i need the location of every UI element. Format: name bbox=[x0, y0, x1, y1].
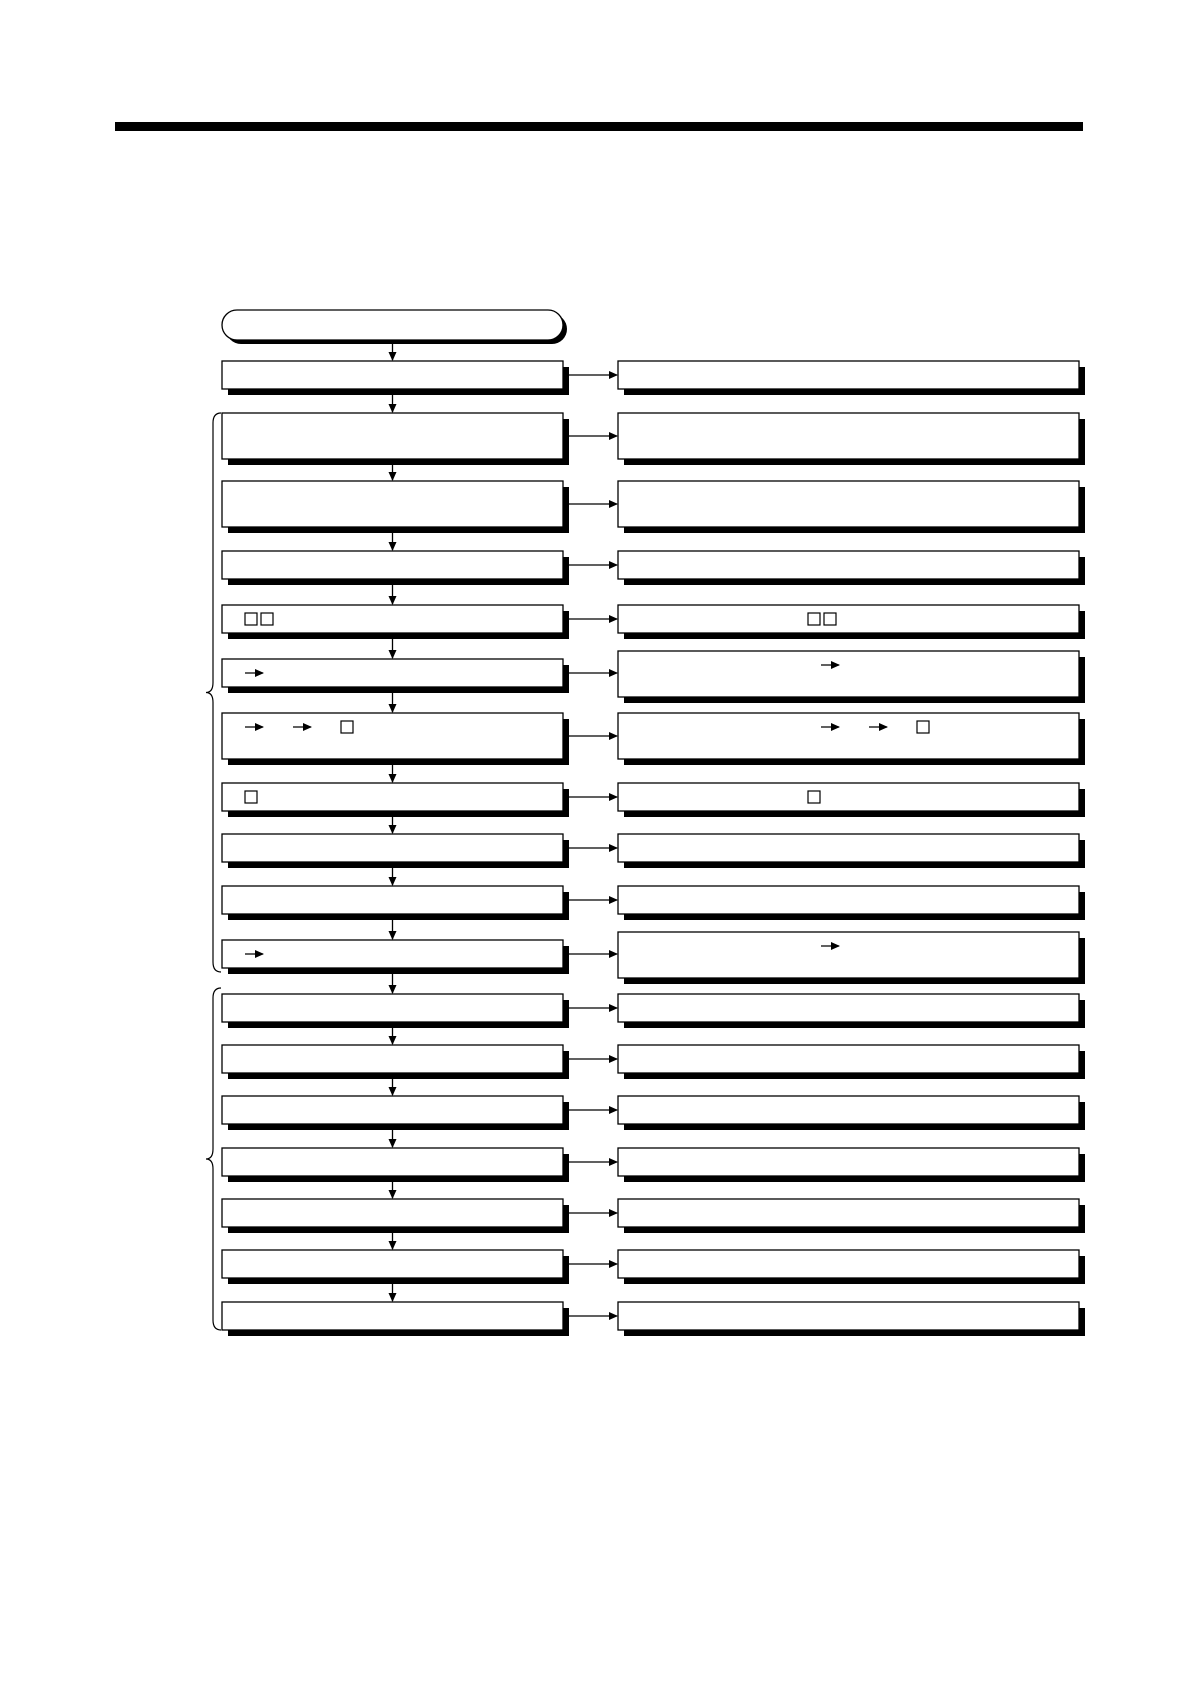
step-16-box bbox=[222, 1199, 563, 1227]
step-13-description-box bbox=[618, 1045, 1079, 1073]
step-11-box bbox=[222, 940, 563, 968]
step-5-placeholder-box-0 bbox=[245, 613, 257, 625]
step-5-description-box bbox=[618, 605, 1079, 633]
step-18-description-box bbox=[618, 1302, 1079, 1330]
step-8-description-box bbox=[618, 783, 1079, 811]
group-2-brace bbox=[206, 988, 221, 1330]
step-8-box bbox=[222, 783, 563, 811]
step-5-placeholder-box-1 bbox=[261, 613, 273, 625]
step-8-placeholder-box-0 bbox=[245, 791, 257, 803]
step-12-description-box bbox=[618, 994, 1079, 1022]
step-16-description-box bbox=[618, 1199, 1079, 1227]
step-6-description-box bbox=[618, 651, 1079, 697]
step-6-box bbox=[222, 659, 563, 687]
step-5-desc-placeholder-box-0 bbox=[808, 613, 820, 625]
step-3-box bbox=[222, 481, 563, 527]
step-14-description-box bbox=[618, 1096, 1079, 1124]
step-2-description-box bbox=[618, 413, 1079, 459]
step-7-description-box bbox=[618, 713, 1079, 759]
step-15-box bbox=[222, 1148, 563, 1176]
step-11-description-box bbox=[618, 932, 1079, 978]
step-7-placeholder-box-2 bbox=[341, 721, 353, 733]
step-9-box bbox=[222, 834, 563, 862]
step-12-box bbox=[222, 994, 563, 1022]
step-4-description-box bbox=[618, 551, 1079, 579]
step-3-description-box bbox=[618, 481, 1079, 527]
step-18-box bbox=[222, 1302, 563, 1330]
step-5-desc-placeholder-box-1 bbox=[824, 613, 836, 625]
step-1-box bbox=[222, 361, 563, 389]
step-2-box bbox=[222, 413, 563, 459]
step-15-description-box bbox=[618, 1148, 1079, 1176]
step-14-box bbox=[222, 1096, 563, 1124]
step-9-description-box bbox=[618, 834, 1079, 862]
step-10-box bbox=[222, 886, 563, 914]
step-17-description-box bbox=[618, 1250, 1079, 1278]
box-shadows bbox=[226, 314, 1085, 1336]
group-braces bbox=[206, 413, 221, 1330]
step-4-box bbox=[222, 551, 563, 579]
step-8-desc-placeholder-box-0 bbox=[808, 791, 820, 803]
step-17-box bbox=[222, 1250, 563, 1278]
step-13-box bbox=[222, 1045, 563, 1073]
start-terminator bbox=[222, 310, 563, 340]
step-7-box bbox=[222, 713, 563, 759]
group-1-brace bbox=[206, 413, 221, 972]
step-10-description-box bbox=[618, 886, 1079, 914]
step-7-desc-placeholder-box-2 bbox=[917, 721, 929, 733]
step-1-description-box bbox=[618, 361, 1079, 389]
